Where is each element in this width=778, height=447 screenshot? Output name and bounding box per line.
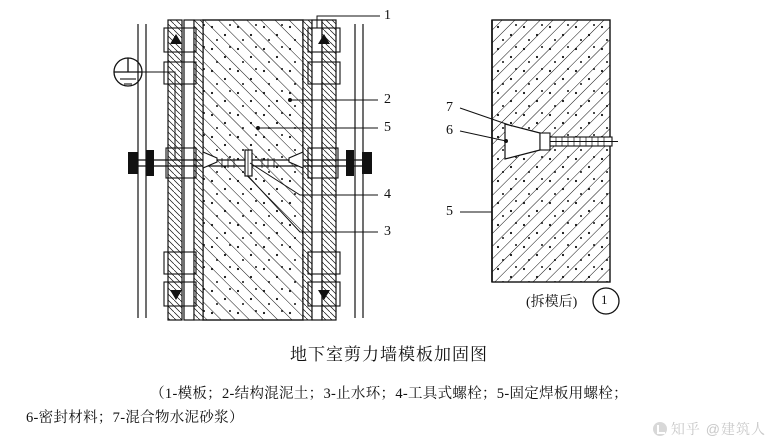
right-detail-view — [460, 20, 619, 314]
detail-callout-label-6: 6 — [446, 123, 453, 138]
detail-number: 1 — [601, 292, 608, 307]
figure-title: 地下室剪力墙模板加固图 — [290, 345, 488, 364]
detail-callout-label-7: 7 — [446, 100, 453, 115]
callout-label-4: 4 — [384, 187, 391, 202]
callout-label-1: 1 — [384, 8, 391, 23]
watermark-text: 知乎 @建筑人 — [670, 421, 766, 437]
callout-label-2: 2 — [384, 92, 391, 107]
legend-line-1: （1-模板；2-结构混泥土；3-止水环；4-工具式螺栓；5-固定焊板用螺栓； — [150, 386, 628, 402]
detail-callout-label-5: 5 — [446, 204, 453, 219]
watermark — [653, 419, 766, 439]
right-view-callout-dots — [504, 139, 508, 143]
callout-label-5: 5 — [384, 120, 391, 135]
left-section-view — [114, 16, 380, 320]
earth-ground-symbol — [114, 58, 175, 160]
zhihu-logo-icon — [653, 422, 667, 436]
detail-view-caption: (拆模后) — [526, 295, 578, 310]
callout-label-3: 3 — [384, 224, 391, 239]
wall-concrete-body — [203, 20, 303, 320]
legend-line-2: 6-密封材料；7-混合物水泥砂浆） — [26, 410, 244, 426]
